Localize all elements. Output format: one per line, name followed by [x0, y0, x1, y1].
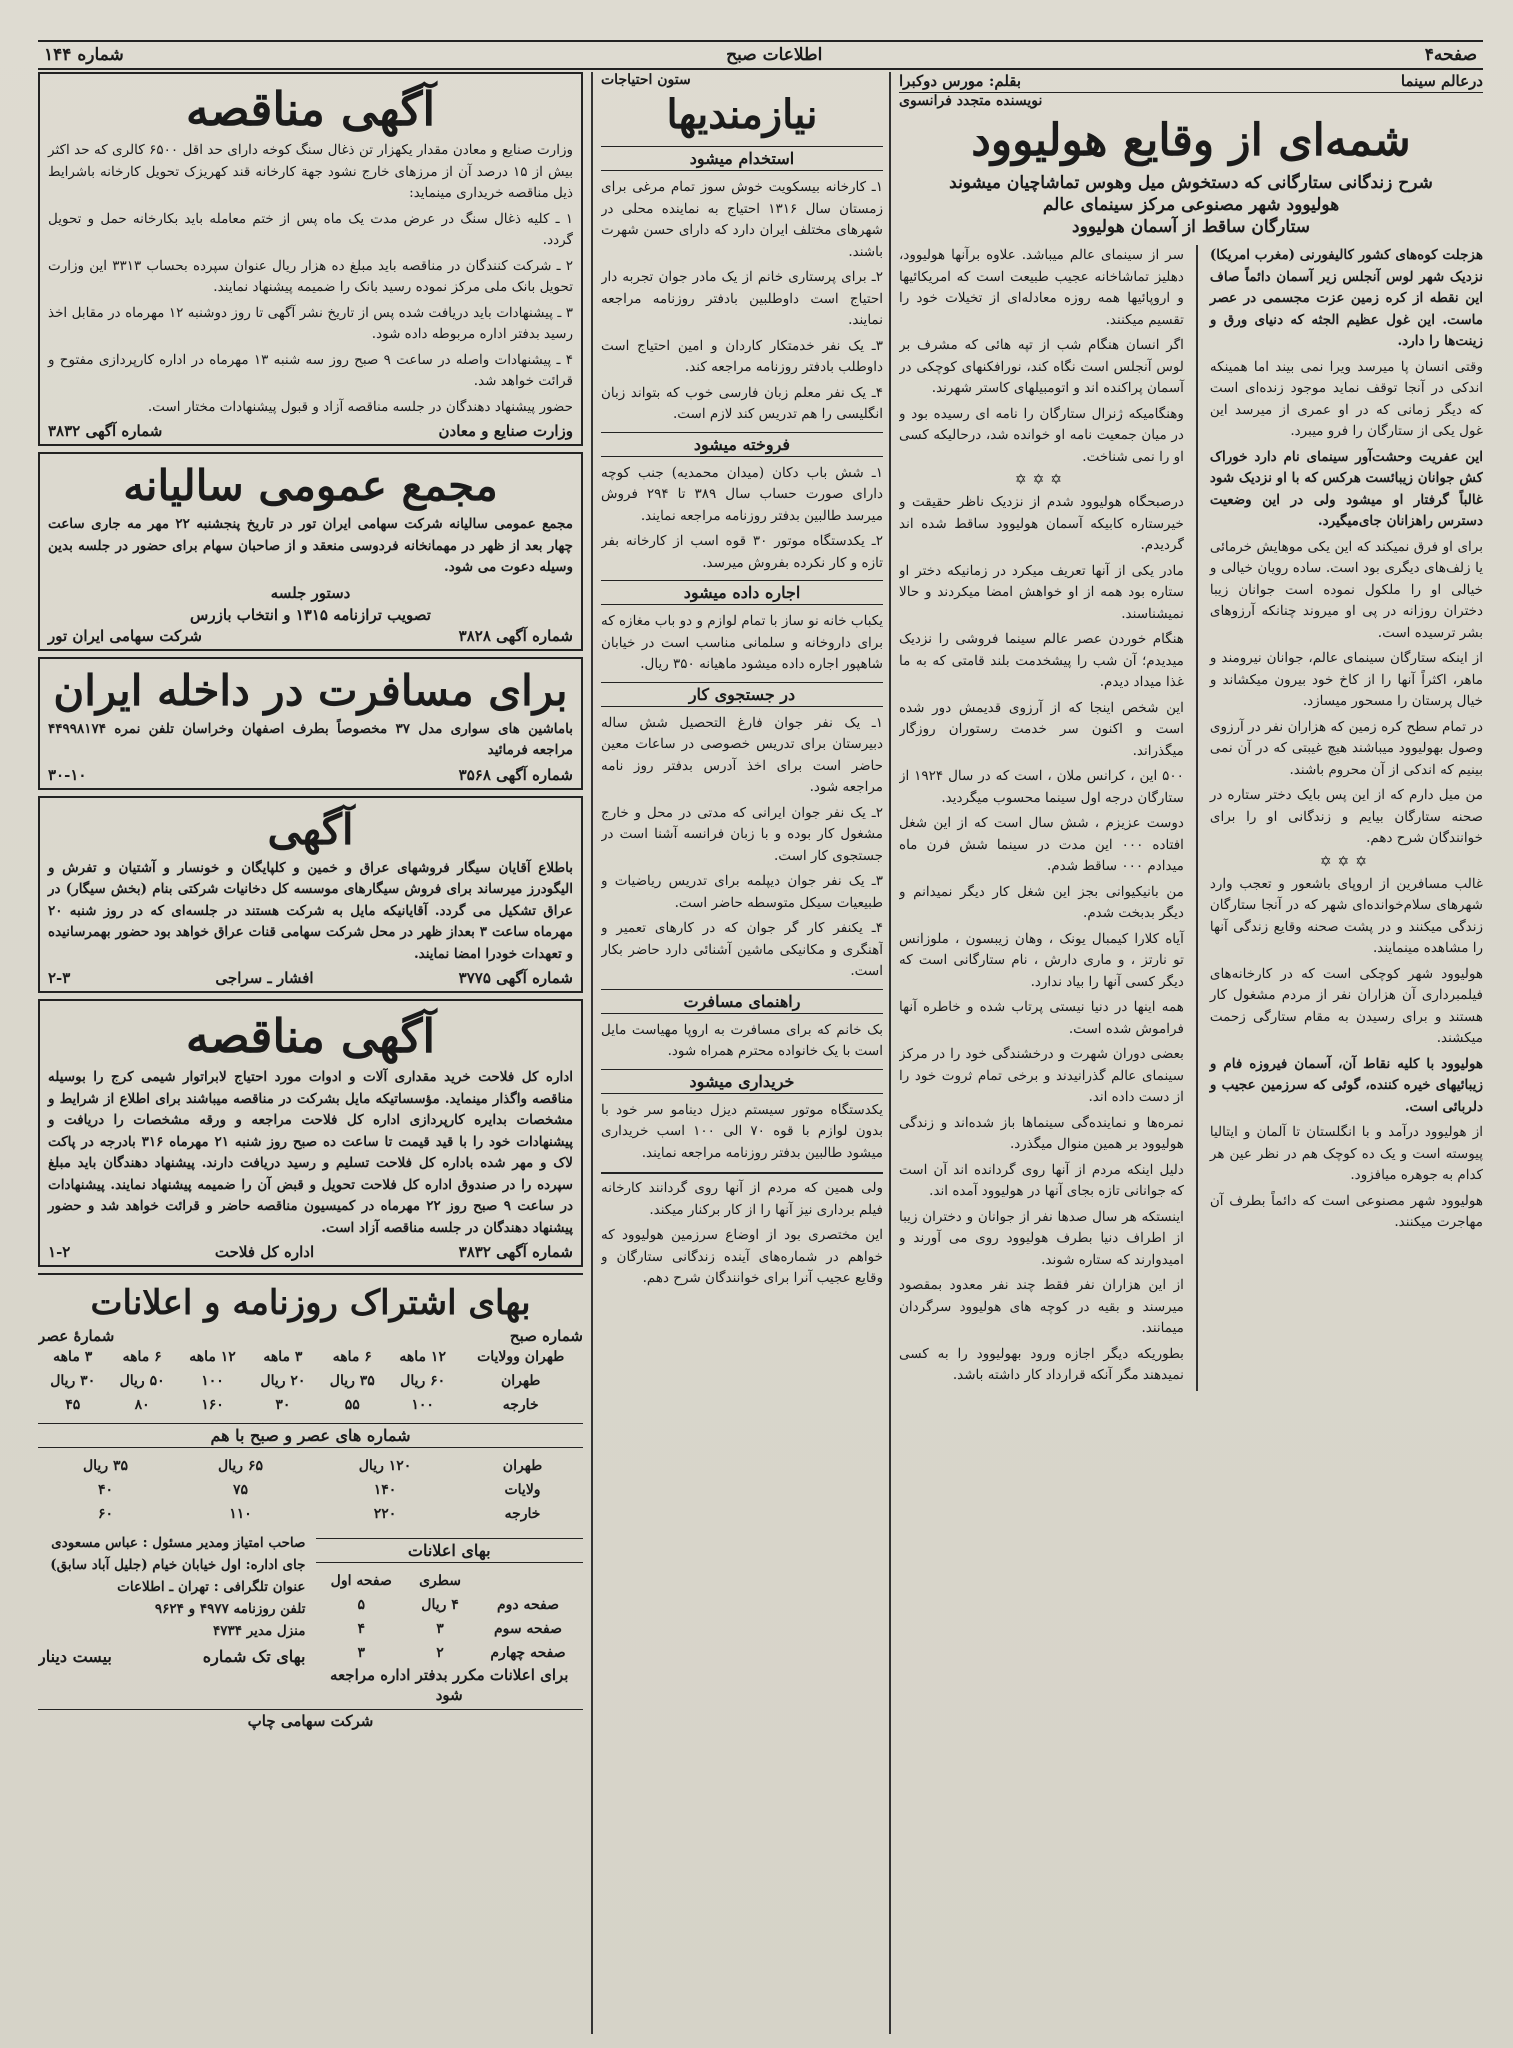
classified-item: ۱ـ یک نفر جوان فارغ التحصیل شش ساله دبیرستان برای تدریس خصوصی در ساعات معین حاضر است برای اخذ آدرس بدفتر روز نامه مراجعه شود.	[601, 714, 883, 795]
rates-cell: ۱۲۰ ریال	[358, 1458, 412, 1474]
article-paragraph: این شخص اینجا که از آرزوی قدیمش دور شده است و اکنون سر خدمت رستوران روزگار میگذراند.	[899, 699, 1184, 759]
article-subhead: هولیوود شهر مصنوعی مرکز سینمای عالم	[1042, 195, 1340, 215]
article-col-a	[1210, 245, 1483, 1391]
rates-cell: ۲۰ ریال	[260, 1373, 306, 1389]
single-issue-label: بهای تک شماره	[202, 1647, 306, 1666]
article-paragraph: هولیوود با کلیه نقاط آن، آسمان فیروزه فام و زیبائیهای خیره کننده، گوئی که سرزمین عجیب و دلربائی است.	[1209, 1055, 1483, 1115]
article-paragraph: در تمام سطح کره زمین که هزاران نفر در آرزوی وصول بهولیوود میباشند هیچ غیبتی که در آن نمی بینیم که اندکی از آن محروم باشند.	[1209, 718, 1483, 778]
article-paragraph: بعضی دوران شهرت و درخشندگی خود را در مرکز سینمای عالم گذرانیدند و برخی تمام ثروت خود را از دست داده اند.	[899, 1046, 1184, 1105]
article-paragraph: غالب مسافرین از اروپای باشعور و تعجب وارد شهرهای سلام‌خوانده‌ای شهر که در آنجا ستارگان زندگی میکنند و در پشت صحنه وقایع زندگی آنها را مشاهده مینمایند.	[1209, 875, 1483, 956]
rates-cell: طهران	[502, 1458, 543, 1474]
rates-cell: طهران	[500, 1373, 541, 1389]
ad-text: ۱ ـ کلیه ذغال سنگ در عرض مدت یک ماه پس از ختم معامله باید بکارخانه حمل و تحویل گردد.	[48, 210, 573, 248]
owner-line: صاحب امتیاز ومدیر مسئول : عباس مسعودی	[51, 1535, 306, 1551]
rates-cell: ۳۵ ریال	[82, 1458, 128, 1474]
rates-cell: ۴	[357, 1621, 366, 1637]
ad-text: باماشین های سواری مدل ۳۷ مخصوصاً بطرف اصفهان وخراسان تلفن نمره ۴۴۹۹۸۱۷۴ مراجعه فرمائید	[48, 720, 573, 758]
article-paragraph: اینستکه هر سال صدها نفر از جوانان و دختران زیبا از اطراف دنیا بطرف هولیوود روی می آورند و امیدوارند که ستاره شوند.	[899, 1208, 1184, 1268]
ad-number: شماره آگهی ۳۸۲۸	[458, 626, 573, 645]
classifieds-title: نیازمندیها	[666, 91, 818, 138]
rates-cell: ۴ ریال	[421, 1597, 459, 1613]
rates-cell: خارجه	[504, 1506, 541, 1522]
telegraph-line: عنوان تلگرافی : تهران ـ اطلاعات	[117, 1579, 306, 1595]
classified-item: بک خانم که برای مسافرت به اروپا مهیاست مایل است با یک خانواده محترم همراه شود.	[601, 1021, 883, 1059]
rates-header: ۱۲ ماهه	[189, 1349, 236, 1365]
rates-cell: ۱۰۰	[201, 1373, 224, 1389]
article-paragraph: درصبحگاه هولیوود شدم از نزدیک ناظر حقیقت و خیرستاره کابیکه آسمان هولیوود ساقط شده اند گردیدم.	[899, 494, 1184, 553]
subsection-heading: استخدام میشود	[601, 146, 883, 171]
classified-item: ۱ـ شش باب دکان (میدان محمدیه) جنب کوچه دارای صورت حساب سال ۳۸۹ تا ۲۹۴ فروش میرسد طالبین بدفتر روزنامه مراجعه نمایند.	[601, 464, 883, 524]
cigarette-ad	[38, 796, 583, 994]
paper-name: اطلاعات صبح	[726, 45, 823, 65]
ad-pricing-title: بهای اعلانات	[316, 1538, 584, 1563]
rates-cell: ۸۰	[134, 1397, 150, 1413]
article-paragraph: دلیل اینکه مردم از آنها روی گردانده اند آن است که جوانانی تازه بجای آنها در هولیوود آمده اند.	[899, 1161, 1184, 1199]
ad-title: مجمع عمومی سالیانه	[123, 461, 498, 510]
classifieds-column	[601, 72, 883, 2034]
travel-ad	[38, 657, 583, 790]
classified-item: ۱ـ کارخانه بیسکویت خوش سوز تمام مرغی برای زمستان سال ۱۳۱۶ احتیاج به نماینده محلی در شهرهای مختلف ایران دارد که دارای حسن شهرت باشند.	[601, 179, 883, 260]
section-label: درعالم سینما	[1400, 72, 1483, 90]
subsection-heading: راهنمای مسافرت	[601, 989, 883, 1014]
subsection-heading: در جستجوی کار	[601, 682, 883, 707]
rates-header: طهران وولایات	[477, 1349, 565, 1365]
article-paragraph: هولیوود شهر کوچکی است که در کارخانه‌های فیلمبرداری آن هزاران نفر از مردم مشغول کار هستند و برای رسیدن به مقام ستارگی زحمت میکشند.	[1209, 965, 1483, 1046]
article-paragraph: آیاه کلارا کیمبال یونک ، وهان زیبسون ، ملوزانس تو نارتز ، و ماری دارش ، نام ستارگانی است که دیگر کسی آنها را بیاد ندارد.	[899, 930, 1184, 990]
rates-header: ۱۲ ماهه	[399, 1349, 446, 1365]
morning-label: شماره صبح	[509, 1327, 583, 1345]
ad-text: ۴ ـ پیشنهادات واصله در ساعت ۹ صبح روز سه شنبه ۱۳ مهرماه در اداره کارپردازی مفتوح و قرائت خواهد شد.	[48, 351, 573, 389]
both-editions-title: شماره های عصر و صبح با هم	[38, 1423, 583, 1448]
article-col-b	[899, 245, 1184, 1391]
article-subhead: ستارگان ساقط از آسمان هولیوود	[1072, 217, 1310, 237]
article-paragraph: نمره‌ها و نماینده‌گی سینماها باز شده‌اند و زندگی هولیوود بر همین منوال میگذرد.	[899, 1114, 1184, 1152]
classified-item: ۴ـ یک نفر معلم زبان فارسی خوب که بتواند زبان انگلیسی را هم تدریس کند لازم است.	[601, 384, 883, 422]
article-paragraph: همه اینها در دنیا نیستی پرتاب شده و خاطره آنها فراموش شده است.	[899, 999, 1184, 1037]
subsection-heading: فروخته میشود	[601, 432, 883, 457]
rates-cell: ۴۰	[97, 1482, 114, 1498]
star-divider: ✡✡✡	[1319, 853, 1374, 870]
ad-number: شماره آگهی ۳۵۶۸	[458, 765, 573, 784]
press-name: شرکت سهامی چاپ	[38, 1709, 583, 1730]
rates-cell: صفحه دوم	[496, 1597, 560, 1613]
rates-cell: ۲	[436, 1645, 444, 1661]
ad-text: مجمع عمومی سالیانه شرکت سهامی ایران تور در تاریخ پنجشنبه ۲۲ مهر مه جاری ساعت چهار بعد از ظهر در مهمانخانه فردوسی منعقد و از صاحبان سهام برای حضور در جلسه بدین وسیله دعوت می شود.	[48, 516, 574, 575]
masthead	[38, 40, 1483, 70]
rates-cell: صفحه چهارم	[490, 1645, 566, 1661]
ad-run: ۳۰-۱۰	[48, 765, 87, 784]
rates-cell: ۵	[357, 1597, 366, 1613]
rates-cell: ۵۵	[344, 1397, 360, 1413]
article-paragraph: ۵۰۰ این ، کرانس ملان ، است که در سال ۱۹۲۴ از ستارگان درجه اول سینما محسوب میگردید.	[899, 768, 1184, 806]
rates-table	[38, 1345, 583, 1417]
ad-text: حضور پیشنهاد دهندگان در جلسه مناقصه آزاد و قبول پیشنهادات مختار است.	[147, 398, 573, 415]
rates-cell: ۳۵ ریال	[329, 1373, 375, 1389]
ad-number: شماره آگهی ۳۸۳۲	[48, 422, 163, 440]
byline: بقلم: مورس دوکبرا	[899, 72, 1022, 90]
article-paragraph: از اینکه ستارگان سینمای عالم، جوانان نیرومند و ماهر، اکثراً آنها را از کاخ خود بیرون میکشاند و خیال پرستان را مسحور میسازد.	[1209, 650, 1483, 709]
rates-cell: ۲۲۰	[373, 1506, 397, 1522]
evening-label: شمارهٔ عصر	[38, 1327, 115, 1345]
rates-cell: ۵۰ ریال	[119, 1373, 165, 1389]
ad-title: برای مسافرت در داخله ایران	[53, 665, 568, 715]
article-paragraph: مادر یکی از آنها تعریف میکرد در زمانیکه دختر او ستاره بود همه از او خواهش امضا میکردند و حالا نمیشناسند.	[899, 562, 1184, 622]
ad-run: ۱-۲	[48, 1243, 71, 1261]
star-divider: ✡✡✡	[1014, 472, 1069, 488]
article-paragraph: اگر انسان هنگام شب از تپه هائی که مشرف بر لوس آنجلس است نگاه کند، نورافکنهای کوچکی در آسمان پراکنده اند و اتومبیلهای کاستر شهرند.	[899, 337, 1184, 396]
cinema-article	[899, 72, 1483, 2034]
rates-header: ۳ ماهه	[53, 1349, 93, 1365]
rates-cell: ۳	[357, 1645, 366, 1661]
rates-header: ۶ ماهه	[332, 1349, 372, 1365]
single-issue-price: بیست دینار	[38, 1647, 112, 1666]
publisher-info	[38, 1532, 306, 1705]
phone-line: تلفن روزنامه ۴۹۷۷ و ۹۶۲۴	[154, 1601, 306, 1617]
ad-signer: وزارت صنایع و معادن	[438, 422, 573, 440]
tender-ad-2	[38, 999, 583, 1267]
ad-text: ۲ ـ شرکت کنندگان در مناقصه باید مبلغ ده هزار ریال عنوان سپرده بحساب ۳۳۱۳ این وزارت تحویل بانک ملی مرکز نموده رسید بانک را ضمیمه پیشنهاد نمایند.	[48, 257, 573, 295]
ad-signer: اداره کل فلاحت	[214, 1243, 315, 1261]
article-paragraph: من بانیکیوانی بجز این شغل کار دیگر نمیدانم و دیگر بدبخت شدم.	[899, 883, 1184, 921]
article-paragraph: هزجلت کوه‌های کشور کالیفورنی (مغرب امریکا) نزدیک شهر لوس آنجلس زیر آسمان دائماً صاف این نقطه از کره زمین عزت مجسمی در عصر ماست. این غول عظیم الجثه که دنیای ورق و زینت‌ها را دارد.	[1209, 247, 1483, 349]
ad-text: ۳ ـ پیشنهادات باید دریافت شده پس از تاریخ نشر آگهی تا روز دوشنبه ۱۲ مهرماه در مقابل اخذ رسید بدفتر اداره مربوطه داده شود.	[48, 304, 573, 342]
rates-title: بهای اشتراک روزنامه و اعلانات	[90, 1283, 531, 1323]
rates-cell: ۷۵	[232, 1482, 248, 1498]
rates-cell: ۳۰ ریال	[50, 1373, 96, 1389]
rates-cell: صفحه سوم	[493, 1621, 563, 1637]
ad-pricing-table	[316, 1569, 584, 1665]
ad-pricing	[316, 1532, 584, 1705]
ad-title: آگهی مناقصه	[185, 1009, 436, 1063]
rates-cell: ۱۰۰	[411, 1397, 434, 1413]
article-continuation: این مختصری بود از اوضاع سرزمین هولیوود که خواهم در شماره‌های آینده زندگانی ستارگان و وقایع عجیب آنرا برای خوانندگان شرح دهم.	[601, 1227, 883, 1286]
column-rule	[591, 72, 593, 2034]
rates-cell: ۶۰ ریال	[400, 1373, 446, 1389]
article-headline: شمه‌ای از وقایع هولیوود	[971, 115, 1411, 166]
article-paragraph: این عفریت وحشت‌آور سینمای نام دارد خوراک کش جوانان زیبائست هرکس که با او نزدیک شود غالباً گرفتار او میشود ولی در این وضعیت دسترس راهزانان جای‌میگیرد.	[1209, 448, 1483, 529]
rates-cell: ۱۱۰	[229, 1506, 252, 1522]
rates-cell: ۶۵ ریال	[217, 1458, 263, 1474]
page-label: صفحه۴	[1424, 45, 1477, 65]
article-paragraph: من میل دارم که از این پس بایک دختر ستاره در صحنه ستارگان بیایم و زندگانی او را برای خوانندگان شرح دهم.	[1209, 787, 1483, 846]
article-paragraph: دوست عزیزم ، شش سال است که از این شغل افتاده ۰۰۰ این مدت در سینما شش فرن ماه میدادم ۰۰۰ ساقط شدم.	[899, 815, 1184, 874]
rates-header: ۳ ماهه	[263, 1349, 303, 1365]
article-paragraph: بطوریکه دیگر اجازه ورود بهولیوود را به کسی نمیدهند مگر آنکه قرارداد کار داشته باشد.	[899, 1345, 1184, 1383]
article-paragraph: هولیوود شهر مصنوعی است که دائماً بطرف آن مهاجرت میکنند.	[1209, 1192, 1483, 1230]
ad-signer: شرکت سهامی ایران تور	[48, 626, 202, 645]
ad-number: شماره آگهی ۳۸۳۲	[458, 1243, 573, 1261]
ad-signer: افشار ـ سراجی	[215, 969, 314, 987]
article-paragraph: از هولیوود درآمد و با انگلستان تا آلمان و ایتالیا پیوسته است و یک ده کوچک هم در نظر عین هر کدام به جوهره میافزود.	[1209, 1124, 1483, 1183]
article-paragraph: وقتی انسان پا میرسد ویرا نمی بیند اما همینکه اندکی در آنجا توقف نماید موجود زنده‌ای است که دیگر زمانی که در او عمری از میرسد این غول یکی از ستارگان را فرو میبرد.	[1209, 358, 1483, 439]
classified-item: ۳ـ یک نفر خدمتکار کاردان و امین احتیاج است داوطلب بادفتر روزنامه مراجعه کند.	[601, 337, 883, 375]
address-line: جای اداره: اول خیابان خیام (جلیل آباد سابق)	[50, 1557, 306, 1573]
column-rule	[889, 72, 891, 2034]
ad-run: ۲-۳	[48, 969, 71, 987]
ad-text: اداره کل فلاحت خرید مقداری آلات و ادوات مورد احتیاج لابراتوار شیمی کرج را بوسیله مناقصه واگذار مینماید. مؤسساتیکه مایل بشرکت در مناقصه میباشند برای اطلاع از شرایط و مشخصات بدایره کارپردازی اداره کل فلاحت مراجعه و ورقه مشخصات را دریافت و پیشنهادات خود را با قید قیمت تا ساعت ده صبح روز شنبه ۲۱ مهرماه ۳۱۶ بادرجه در پاکت لاک و مهر شده باداره کل فلاحت تسلیم و رسید دریافت دارند. پیشنهاد دهندگان باید مبلغ سپرده را در صندوق اداره کل فلاحت تحویل و قبض آن را ضمیمه پیشنهاد نمایند. پیشنهادات در ساعت ۹ صبح روز ۲۲ مهرماه در کمیسیون مناقصه حاضر و قرائت خواهد شد و حضور پیشنهاد دهندگان در جلسه مناقصه آزاد است.	[48, 1069, 574, 1236]
article-subhead: شرح زندگانی ستارگانی که دستخوش میل وهوس تماشاچیان میشوند	[949, 173, 1433, 193]
classified-item: ۲ـ برای پرستاری خانم از یک مادر جوان تجربه دار احتیاج است داوطلبین بادفتر روزنامه مراجعه نمایند.	[601, 269, 883, 328]
subscription-rates	[38, 1273, 583, 1730]
rates-cell: ۶۰	[97, 1506, 114, 1522]
rates-cell: ۳۰	[275, 1397, 291, 1413]
ad-title: آگهی	[267, 804, 354, 854]
rates-cell: خارجه	[502, 1397, 539, 1413]
manager-phone-line: منزل مدیر ۴۷۳۴	[212, 1623, 306, 1639]
article-paragraph: وهنگامیکه ژنرال ستارگان را نامه ای رسیده بود و در میان جمعیت نامه او خوانده شد، درحالیکه کسی او را نمی شناخت.	[899, 405, 1184, 465]
agenda-text: تصویب ترازنامه ۱۳۱۵ و انتخاب بازرس	[190, 605, 431, 624]
ad-number: شماره آگهی ۳۷۷۵	[458, 969, 573, 987]
article-paragraph: برای او فرق نمیکند که این یکی موهایش خرمائی یا زلف‌های دیگری بود است. ساده رویان خیالی و خیالی او را ملکول نموده است جوانان زیبا دختران روزانه در پی او میروند چنانکه آرزوهای بشر ترسیده است.	[1209, 538, 1483, 641]
rates-cell: ولایات	[504, 1482, 541, 1498]
rates-header: صفحه اول	[330, 1573, 392, 1589]
tender-ad-1	[38, 72, 583, 446]
classified-item: یکدستگاه موتور سیستم دیزل دینامو سر خود با بدون لوازم با قوه ۷۰ الی ۱۰۰ اسب خریداری میشود طالبین بدفتر روزنامه مراجعه نمایند.	[601, 1101, 883, 1161]
article-paragraph: از این هزاران نفر فقط چند نفر معدود بمقصود میرسند و بقیه در کوچه های هولیوود سرگردان میمانند.	[899, 1277, 1184, 1336]
article-paragraph: سر از سینمای عالم میباشد. علاوه برآنها هولیوود، دهلیز تماشاخانه عجیب طبیعت است که امریکائیها و اروپائیها همه روزه معادله‌ای از تخیلات خود را تقسیم میکنند.	[899, 247, 1184, 328]
both-editions-table	[38, 1454, 583, 1526]
issue-number: شماره ۱۴۴	[44, 45, 124, 65]
rates-header	[473, 1569, 583, 1593]
rates-cell: ۱۶۰	[201, 1397, 224, 1413]
ad-text: وزارت صنایع و معادن مقدار یکهزار تن ذغال سنگ کوخه دارای حد اقل ۶۵۰۰ کالری که حد اکثر بیش از ۱۵ درصد آن از مرزهای خارج نشود جهة کارخانه قند کهریزک تحویل کارخانه باشرایط ذیل مناقصه خریداری مینماید:	[48, 142, 573, 201]
ad-text: باطلاع آقایان سیگار فروشهای عراق و خمین و کلپایگان و خونسار و آشتیان و تفرش و الیگودرز میرساند برای فروش سیگارهای موسسه کل دخانیات شرکتی بنام (بخش سیگار) در عراق تشکیل می گردد. آقایانیکه مایل به شرکت هستند در جلسه‌ای که در روز شنبه ۲۰ مهرماه ساعت ۳ بعداز ظهر در محل شرکت سهامی قنات عراق خواهد بود حضور بهمرسانیده و تعهدات خودرا امضا نمایند.	[48, 859, 573, 962]
byline-sub: نویسنده متجدد فرانسوی	[899, 93, 1043, 109]
ads-column	[38, 72, 583, 2034]
general-meeting-ad	[38, 452, 583, 651]
classified-item: ۲ـ یکدستگاه موتور ۳۰ قوه اسب از کارخانه بفر تازه و کار نکرده بفروش میرسد.	[601, 533, 883, 571]
subsection-heading: اجاره داده میشود	[601, 580, 883, 605]
rates-header: ۶ ماهه	[122, 1349, 162, 1365]
subsection-heading: خریداری میشود	[601, 1069, 883, 1094]
agenda-title: دستور جلسه	[270, 583, 351, 602]
classified-item: ۳ـ یک نفر جوان دیپلمه برای تدریس ریاضیات و طبیعیات سیکل متوسطه حاضر است.	[601, 873, 883, 911]
section-label: ستون احتیاجات	[601, 72, 691, 88]
article-paragraph: هنگام خوردن عصر عالم سینما فروشی را نزدیک میدیدم؛ آن شب را پیشخدمت بلند قامتی که به ما غذا میداد دیدم.	[899, 631, 1184, 690]
classified-item: ۲ـ یک نفر جوان ایرانی که مدتی در محل و خارج مشغول کار بوده و با زبان فرانسه آشنا است در جستجوی کار است.	[601, 804, 883, 864]
classified-item: ۴ـ یکنفر کار گر جوان که در کارهای تعمیر و آهنگری و مکانیکی ماشین آشنائی دارد حاضر بکار است.	[601, 920, 883, 979]
ad-pricing-note: برای اعلانات مکرر بدفتر اداره مراجعه شود	[330, 1666, 569, 1704]
rates-cell: ۳	[436, 1621, 444, 1637]
article-continuation: ولی همین که مردم از آنها روی گردانند کارخانه فیلم برداری نیز آنها را از کار برکنار میکند.	[601, 1180, 883, 1218]
rates-cell: ۱۴۰	[373, 1482, 397, 1498]
rates-header: سطری	[419, 1573, 461, 1589]
classified-item: یکباب خانه نو ساز با تمام لوازم و دو باب مغازه که برای داروخانه و سلمانی مناسب است در خیابان شاهپور اجاره داده میشود ماهیانه ۳۵۰ ریال.	[601, 613, 883, 672]
rates-cell: ۴۵	[65, 1397, 81, 1413]
ad-title: آگهی مناقصه	[185, 82, 436, 136]
